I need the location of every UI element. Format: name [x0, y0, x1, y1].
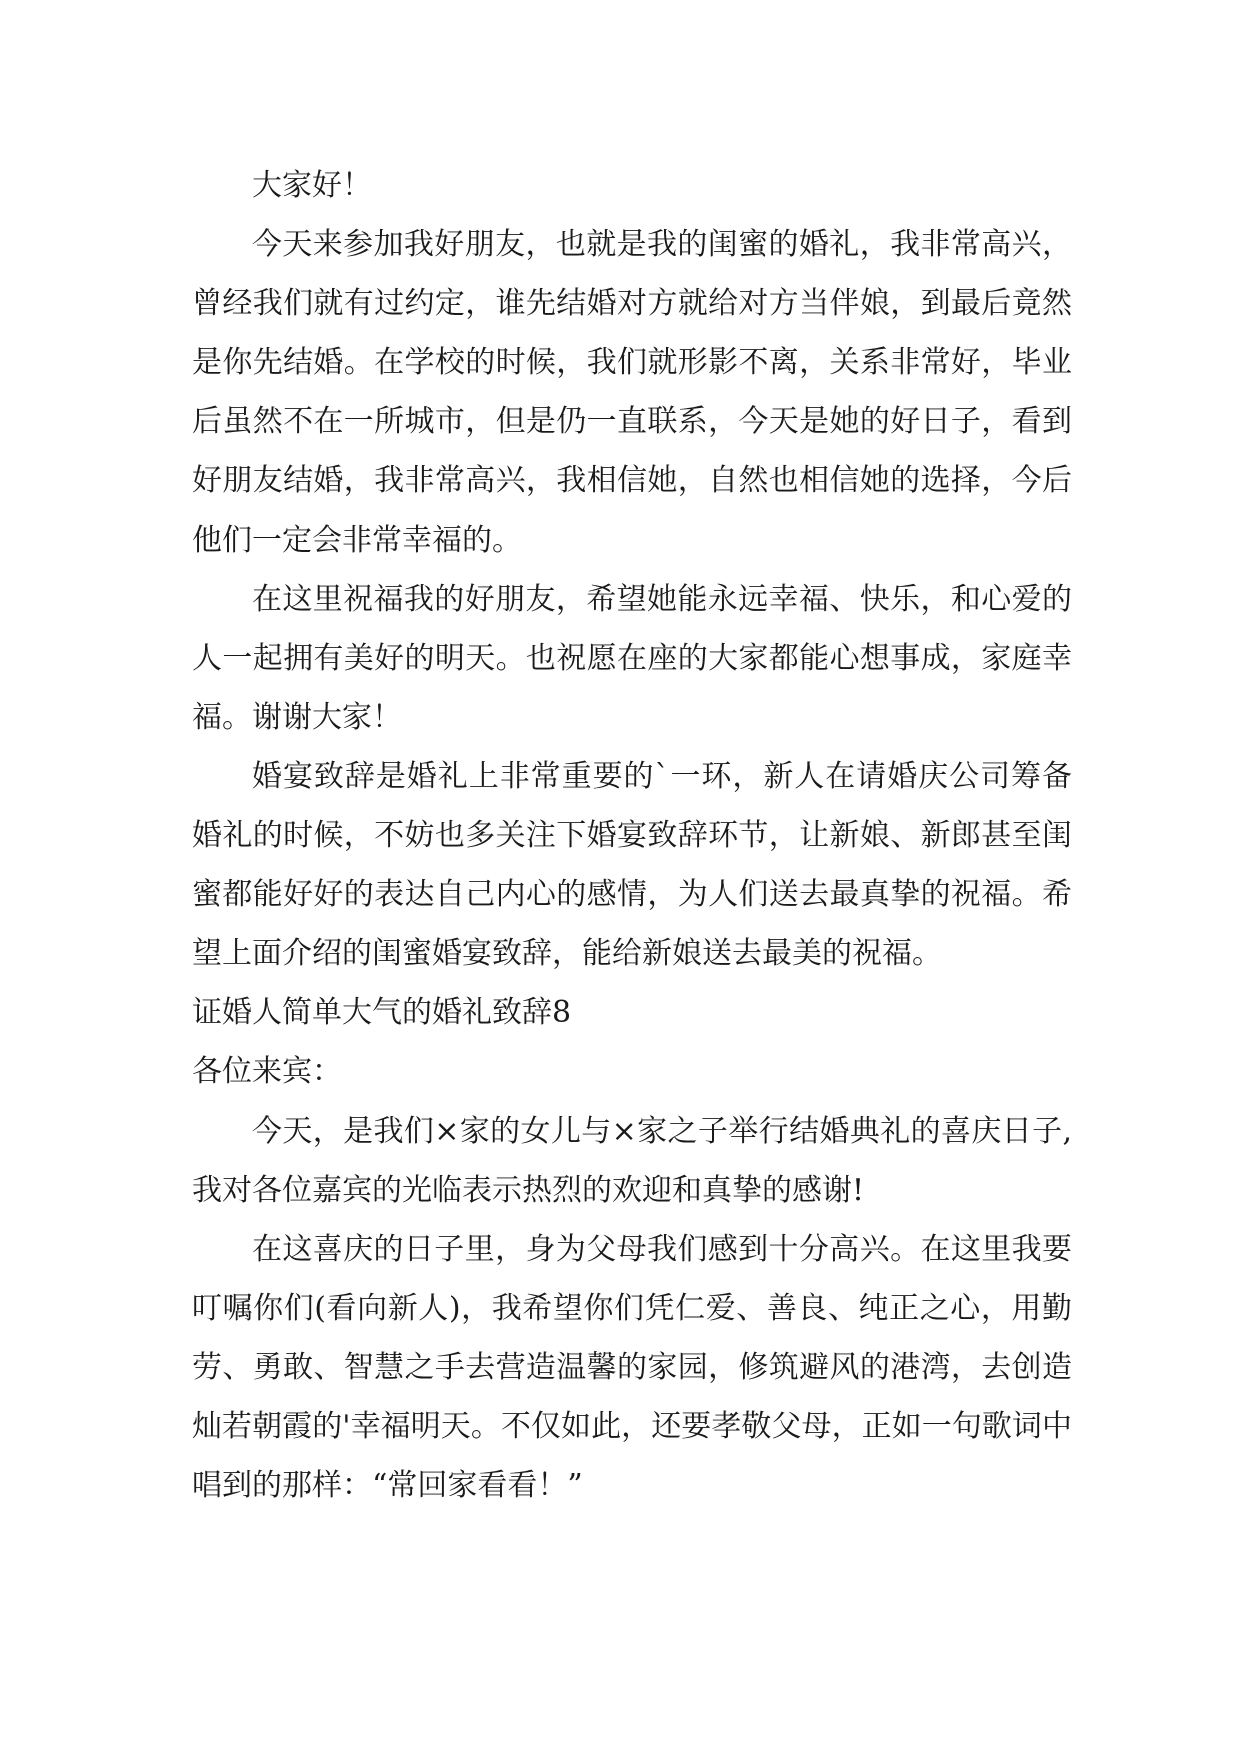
- body-paragraph: 婚宴致辞是婚礼上非常重要的`一环，新人在请婚庆公司筹备婚礼的时候，不妨也多关注下婚宴致辞环节，让新娘、新郎甚至闺蜜都能好好的表达自己内心的感情，为人们送去最真挚的祝福。希望上面介绍的闺蜜婚宴致辞，能给新娘送去最美的祝福。: [192, 758, 1072, 972]
- body-paragraph: 在这里祝福我的好朋友，希望她能永远幸福、快乐，和心爱的人一起拥有美好的明天。也祝愿在座的大家都能心想事成，家庭幸福。谢谢大家！: [192, 581, 1072, 735]
- body-paragraph: 在这喜庆的日子里，身为父母我们感到十分高兴。在这里我要叮嘱你们(看向新人)，我希望你们凭仁爱、善良、纯正之心，用勤劳、勇敢、智慧之手去营造温馨的家园，修筑避风的港湾，去创造灿若朝霞的'幸福明天。不仅如此，还要孝敬父母，正如一句歌词中唱到的那样：“常回家看看！”: [192, 1231, 1072, 1504]
- body-paragraph: 今天，是我们×家的女儿与×家之子举行结婚典礼的喜庆日子,我对各位嘉宾的光临表示热烈的欢迎和真挚的感谢!: [192, 1113, 1072, 1208]
- document-body: [192, 156, 1072, 1515]
- section-heading: 证婚人简单大气的婚礼致辞8: [192, 995, 572, 1031]
- body-paragraph: 今天来参加我好朋友，也就是我的闺蜜的婚礼，我非常高兴，曾经我们就有过约定，谁先结婚对方就给对方当伴娘，到最后竟然是你先结婚。在学校的时候，我们就形影不离，关系非常好，毕业后虽然不在一所城市，但是仍一直联系，今天是她的好日子，看到好朋友结婚，我非常高兴，我相信她，自然也相信她的选择，今后他们一定会非常幸福的。: [192, 227, 1072, 558]
- salutation-paragraph: 各位来宾：: [192, 1054, 342, 1090]
- greeting-paragraph: 大家好！: [252, 168, 372, 203]
